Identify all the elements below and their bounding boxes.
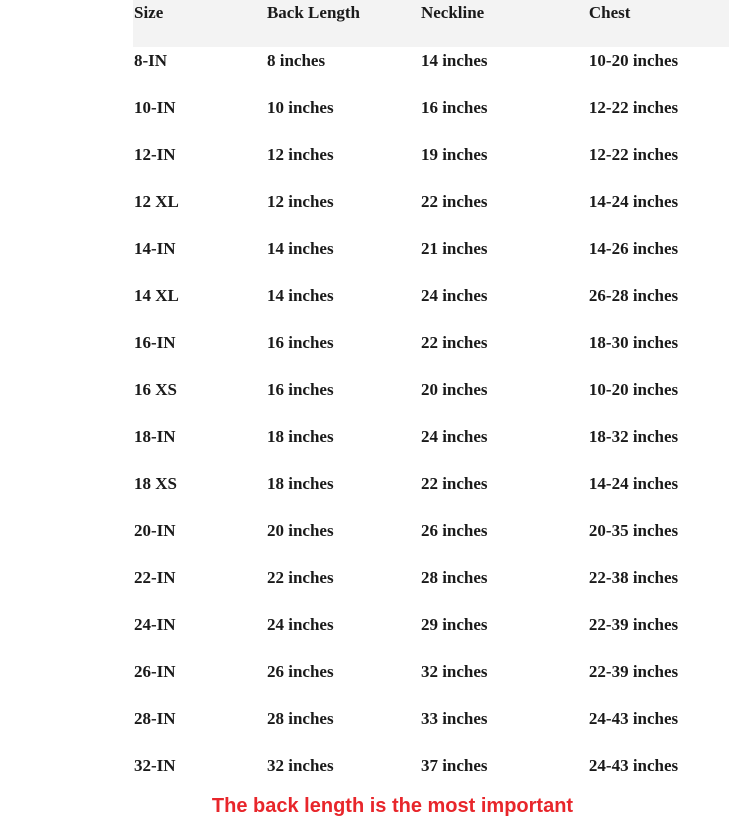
cell-neckline: 24 inches [420,427,488,446]
table-row [133,376,729,423]
table-header [133,0,729,47]
cell-chest: 24-43 inches [588,709,679,728]
cell-chest: 22-39 inches [588,615,679,634]
table-row [133,705,729,752]
cell-chest: 26-28 inches [588,286,679,305]
cell-back-length: 20 inches [266,521,334,540]
header-row [133,0,729,47]
header-size: Size [134,3,164,22]
cell-back-length: 24 inches [266,615,334,634]
table-row [133,188,729,235]
cell-back-length: 14 inches [266,239,334,258]
cell-chest: 22-39 inches [588,662,679,681]
cell-size: 10-IN [134,98,176,117]
table-row [133,94,729,141]
cell-back-length: 16 inches [266,333,334,352]
table-body [133,47,729,799]
cell-chest: 20-35 inches [588,521,679,540]
cell-back-length: 12 inches [266,145,334,164]
table-row [133,47,729,94]
table-row [133,517,729,564]
cell-neckline: 22 inches [420,474,488,493]
size-chart-table [133,0,729,799]
cell-size: 24-IN [134,615,176,634]
cell-size: 18 XS [134,474,177,493]
cell-neckline: 29 inches [420,615,488,634]
cell-size: 26-IN [134,662,176,681]
cell-size: 22-IN [134,568,176,587]
important-note: The back length is the most important [211,795,574,817]
table-row [133,235,729,282]
cell-chest: 10-20 inches [588,380,679,399]
table-row [133,141,729,188]
header-chest: Chest [588,3,631,22]
cell-size: 28-IN [134,709,176,728]
cell-back-length: 18 inches [266,427,334,446]
cell-neckline: 33 inches [420,709,488,728]
cell-back-length: 16 inches [266,380,334,399]
table-row [133,282,729,329]
cell-back-length: 22 inches [266,568,334,587]
cell-neckline: 28 inches [420,568,488,587]
cell-chest: 18-30 inches [588,333,679,352]
cell-neckline: 37 inches [420,756,488,775]
table-row [133,423,729,470]
cell-back-length: 26 inches [266,662,334,681]
table-row [133,470,729,517]
table-row [133,329,729,376]
cell-chest: 22-38 inches [588,568,679,587]
cell-neckline: 24 inches [420,286,488,305]
cell-neckline: 16 inches [420,98,488,117]
table-row [133,611,729,658]
cell-neckline: 32 inches [420,662,488,681]
cell-size: 12 XL [134,192,179,211]
cell-chest: 14-24 inches [588,192,679,211]
cell-size: 14-IN [134,239,176,258]
cell-chest: 14-24 inches [588,474,679,493]
cell-neckline: 22 inches [420,333,488,352]
cell-back-length: 12 inches [266,192,334,211]
cell-neckline: 21 inches [420,239,488,258]
cell-chest: 24-43 inches [588,756,679,775]
table-row [133,658,729,705]
cell-neckline: 20 inches [420,380,488,399]
cell-back-length: 10 inches [266,98,334,117]
cell-size: 20-IN [134,521,176,540]
header-neckline: Neckline [420,3,485,22]
cell-size: 16 XS [134,380,177,399]
cell-back-length: 18 inches [266,474,334,493]
cell-chest: 12-22 inches [588,145,679,164]
cell-neckline: 22 inches [420,192,488,211]
cell-neckline: 19 inches [420,145,488,164]
cell-back-length: 32 inches [266,756,334,775]
table-row [133,564,729,611]
cell-chest: 18-32 inches [588,427,679,446]
cell-size: 12-IN [134,145,176,164]
table-row [133,752,729,799]
cell-neckline: 14 inches [420,51,488,70]
cell-back-length: 14 inches [266,286,334,305]
cell-chest: 12-22 inches [588,98,679,117]
cell-size: 14 XL [134,286,179,305]
cell-neckline: 26 inches [420,521,488,540]
cell-size: 18-IN [134,427,176,446]
cell-back-length: 8 inches [266,51,326,70]
cell-size: 8-IN [134,51,168,70]
cell-chest: 10-20 inches [588,51,679,70]
cell-size: 16-IN [134,333,176,352]
cell-size: 32-IN [134,756,176,775]
cell-back-length: 28 inches [266,709,334,728]
cell-chest: 14-26 inches [588,239,679,258]
header-back-length: Back Length [266,3,361,22]
